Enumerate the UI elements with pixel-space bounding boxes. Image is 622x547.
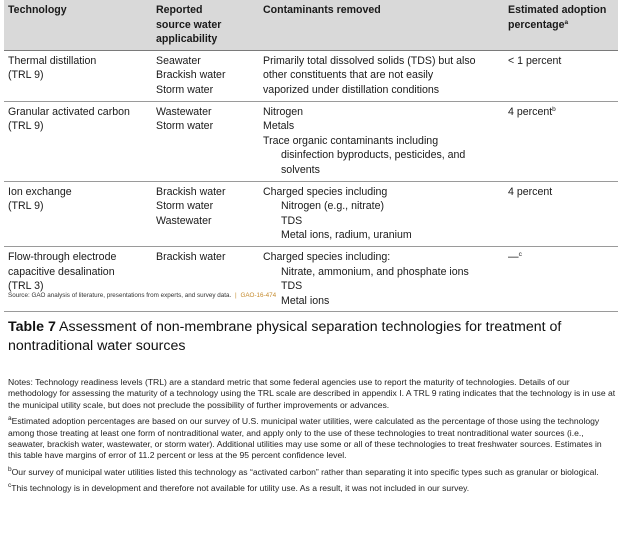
source-water-cell bbox=[155, 54, 263, 98]
contaminant-line: Nitrogen (e.g., nitrate) bbox=[281, 200, 385, 213]
source-water-item: Storm water bbox=[156, 200, 214, 213]
source-water-item: Storm water bbox=[156, 83, 214, 96]
table-header bbox=[4, 0, 618, 51]
contaminant-line: other constituents that are not easily bbox=[263, 69, 434, 82]
contaminant-line: TDS bbox=[281, 280, 303, 293]
caption-text: Assessment of non-membrane physical separation technologies for treatment of nontraditional water sources bbox=[8, 319, 562, 354]
adoption-cell bbox=[508, 105, 618, 178]
contaminants-cell bbox=[263, 250, 508, 308]
source-water-item: Wastewater bbox=[156, 214, 212, 227]
contaminant-line: Charged species including bbox=[263, 185, 388, 198]
header-adoption-line: Estimated adoption bbox=[508, 4, 607, 16]
header-applicability bbox=[155, 3, 263, 47]
technology-cell bbox=[4, 54, 155, 98]
contaminant-line: Nitrate, ammonium, and phosphate ions bbox=[281, 265, 469, 278]
source-separator: | bbox=[235, 292, 237, 299]
note-paragraph bbox=[8, 467, 616, 478]
header-applicability-line: source water bbox=[156, 18, 222, 31]
header-adoption-text: percentage bbox=[508, 18, 565, 31]
source-water-cell bbox=[155, 105, 263, 178]
technology-line: (TRL 3) bbox=[8, 280, 44, 293]
contaminant-line: TDS bbox=[281, 214, 303, 227]
footnote-mark: b bbox=[552, 105, 556, 113]
contaminant-line: disinfection byproducts, pesticides, and bbox=[281, 149, 466, 162]
contaminants-cell bbox=[263, 54, 508, 98]
table-row bbox=[4, 182, 618, 247]
adoption-value-line bbox=[508, 105, 618, 120]
header-contaminants: Contaminants removed bbox=[263, 4, 381, 16]
source-water-cell bbox=[155, 185, 263, 243]
note-paragraph bbox=[8, 377, 616, 411]
technology-line: capacitive desalination bbox=[8, 265, 115, 278]
table-row bbox=[4, 51, 618, 102]
technology-line: (TRL 9) bbox=[8, 120, 44, 133]
technology-line: (TRL 9) bbox=[8, 200, 44, 213]
adoption-cell bbox=[508, 185, 618, 243]
adoption-value: 4 percent bbox=[508, 105, 553, 118]
source-line bbox=[8, 289, 276, 304]
source-water-item: Brackish water bbox=[156, 250, 226, 263]
header-adoption-line bbox=[508, 18, 618, 33]
header-applicability-line: applicability bbox=[156, 33, 218, 46]
source-water-item: Seawater bbox=[156, 54, 201, 67]
contaminant-line: Metal ions bbox=[281, 294, 330, 307]
adoption-value-line bbox=[508, 185, 618, 200]
adoption-value: 4 percent bbox=[508, 185, 553, 198]
footnote-mark: c bbox=[518, 250, 522, 258]
contaminants-cell bbox=[263, 185, 508, 243]
technology-line: Thermal distillation bbox=[8, 54, 97, 67]
technology-line: Ion exchange bbox=[8, 185, 72, 198]
technology-line: Granular activated carbon bbox=[8, 105, 130, 118]
contaminant-line: Trace organic contaminants including bbox=[263, 134, 439, 147]
contaminant-line: Charged species including: bbox=[263, 250, 391, 263]
source-water-item: Brackish water bbox=[156, 69, 226, 82]
contaminant-line: Metal ions, radium, uranium bbox=[281, 229, 412, 242]
source-water-item: Wastewater bbox=[156, 105, 212, 118]
adoption-cell bbox=[508, 250, 618, 308]
header-technology: Technology bbox=[8, 4, 67, 16]
contaminant-line: Metals bbox=[263, 120, 295, 133]
adoption-value-line bbox=[508, 250, 618, 265]
note-paragraph bbox=[8, 416, 616, 462]
technology-cell bbox=[4, 185, 155, 243]
contaminant-line: Nitrogen bbox=[263, 105, 304, 118]
note-text: Notes: Technology readiness levels (TRL) are a standard metric that some federal agencies use to report the maturity of technologies. Details of our methodology for assessing the maturity of a technology using the TRL scale are described in appendix I. A TRL 9 rating indicates that the technology is in use at the municipal utility scale, but does not preclude the possibility of further improvements or advances. bbox=[8, 377, 616, 410]
note-mark: b bbox=[8, 465, 12, 473]
header-applicability-line: Reported bbox=[156, 4, 203, 16]
header-adoption bbox=[508, 3, 618, 47]
note-mark: a bbox=[8, 415, 12, 423]
table-row bbox=[4, 102, 618, 182]
caption-label: Table 7 bbox=[8, 319, 56, 335]
adoption-value-line bbox=[508, 54, 618, 69]
report-code: GAO-16-474 bbox=[240, 292, 277, 299]
table-notes bbox=[8, 377, 616, 500]
contaminant-line: vaporized under distillation conditions bbox=[263, 83, 440, 96]
technology-cell bbox=[4, 105, 155, 178]
note-paragraph bbox=[8, 483, 616, 494]
contaminant-line: solvents bbox=[281, 163, 320, 176]
contaminants-cell bbox=[263, 105, 508, 178]
source-text: Source: GAO analysis of literature, presentations from experts, and survey data. bbox=[8, 292, 232, 299]
note-text: Estimated adoption percentages are based on our survey of U.S. municipal water utilities, were calculated as the percentage of those using the technology among those treating at least one form of nontraditional water, and apply only to the use of these technologies to treat nontraditional water sources (i.e., seawater, brackish water, wastewater, or storm water). Additional utilities may use some or all of these technologies to treat freshwater sources. Estimates in this table have margins of error of 11.2 percent or less at the 95 percent confidence level. bbox=[8, 416, 602, 461]
adoption-value: — bbox=[508, 250, 519, 263]
adoption-value: < 1 percent bbox=[508, 54, 562, 67]
note-text: Our survey of municipal water utilities listed this technology as “activated carbon” rather than separating it into specific types such as granular or biological. bbox=[11, 466, 599, 477]
contaminant-table bbox=[4, 0, 618, 312]
note-text: This technology is in development and therefore not available for utility use. As a result, it was not included in our survey. bbox=[11, 483, 470, 494]
technology-line: Flow-through electrode bbox=[8, 250, 117, 263]
table-body bbox=[4, 51, 618, 313]
contaminant-line: Primarily total dissolved solids (TDS) but also bbox=[263, 54, 476, 67]
footnote-mark-a: a bbox=[564, 18, 569, 26]
note-mark: c bbox=[8, 482, 12, 490]
source-water-item: Storm water bbox=[156, 120, 214, 133]
source-water-item: Brackish water bbox=[156, 185, 226, 198]
adoption-cell bbox=[508, 54, 618, 98]
technology-line: (TRL 9) bbox=[8, 69, 44, 82]
table-caption bbox=[8, 318, 608, 356]
